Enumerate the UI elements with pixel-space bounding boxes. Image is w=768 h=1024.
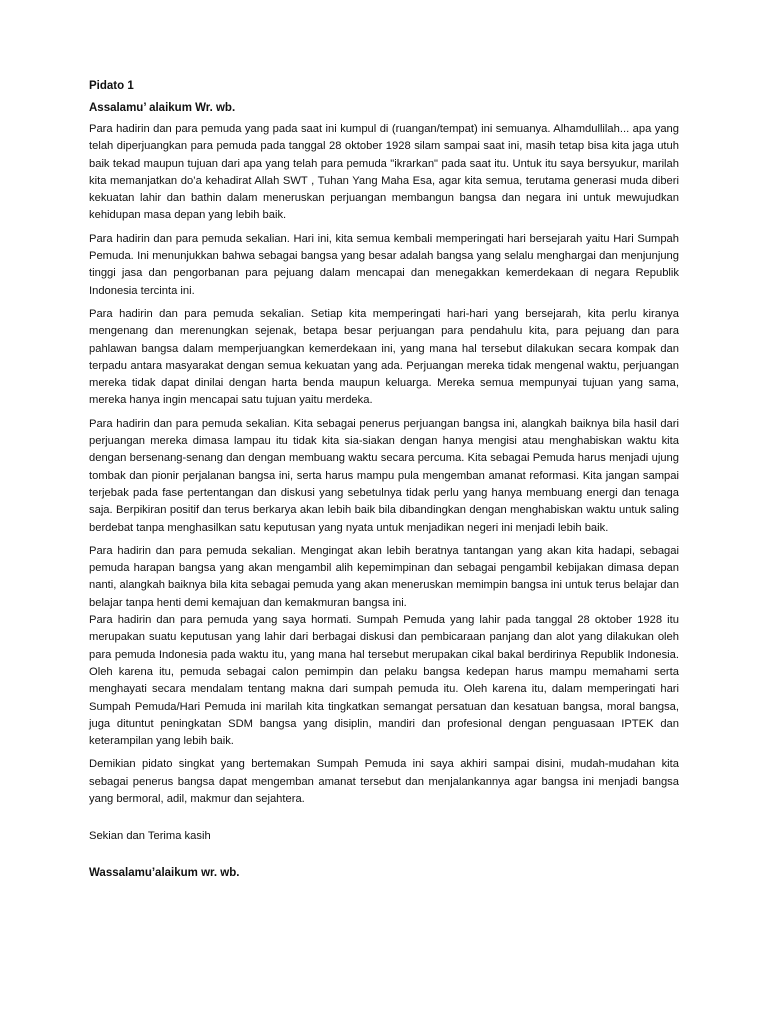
closing-line: Sekian dan Terima kasih (89, 830, 211, 843)
paragraph-7: Demikian pidato singkat yang bertemakan Sumpah Pemuda ini saya akhiri sampai disini, mudah-mudahan kita sebagai penerus bangsa dapat mengemban amanat tersebut dan menjalankannya agar bangsa ini menjadi bangsa yang bermoral, adil, makmur dan sejahtera. (89, 758, 679, 805)
opening-greeting: Assalamu’ alaikum Wr. wb. (89, 102, 236, 114)
paragraph-1: Para hadirin dan para pemuda yang pada saat ini kumpul di (ruangan/tempat) ini semuanya. Alhamdullilah... apa yang telah diperjuangkan para pemuda pada tanggal 28 oktober 1928 silam sampai saat ini, masih tetap bisa kita jaga utuh baik tekad maupun tujuan dari apa yang telah para pemuda "ikrarkan" pada saat itu. Untuk itu saya bersyukur, marilah kita memanjatkan do’a kehadirat Allah SWT , Tuhan Yang Maha Esa, agar kita semua, terutama generasi muda diberi kekuatan lahir dan bathin dalam meneruskan perjuangan membangun bangsa dan negara ini untuk mewujudkan kehidupan masa depan yang lebih baik. (89, 123, 679, 222)
closing-greeting: Wassalamu’alaikum wr. wb. (89, 867, 240, 880)
paragraph-6: Para hadirin dan para pemuda yang saya hormati. Sumpah Pemuda yang lahir pada tanggal 28 oktober 1928 itu merupakan suatu keputusan yang lahir dari berbagai diskusi dan pembicaraan panjang dan alot yang dilakukan oleh para pemuda Indonesia pada waktu itu, yang mana hal tersebut merupakan cikal bakal berdirinya Republik Indonesia. Oleh karena itu, pemuda sebagai calon pemimpin dan pelaku bangsa kedepan harus mampu memahami serta menghayati secara mendalam tentang makna dari sumpah pemuda itu. Oleh karena itu, dalam memperingati hari Sumpah Pemuda/Hari Pemuda ini marilah kita tingkatkan semangat persatuan dan kesatuan bangsa, moral bangsa, juga dituntut peningkatan SDM bangsa yang disiplin, mandiri dan profesional dengan penguasaan IPTEK dan keterampilan yang lebih baik. (89, 614, 679, 748)
paragraph-4: Para hadirin dan para pemuda sekalian. Kita sebagai penerus perjuangan bangsa ini, alangkah baiknya bila hasil dari perjuangan mereka dimasa lampau itu tidak kita sia-siakan dengan hanya mengisi atau menghabiskan waktu kita dengan bersenang-senang dan dengan membuang waktu secara percuma. Kita sebagai Pemuda harus menjadi ujung tombak dan pionir perjalanan bangsa ini, serta harus mampu pula mengemban amanat reformasi. Kita jangan sampai terjebak pada fase pertentangan dan diskusi yang sebetulnya tidak perlu yang hanya membuang energi dan tenaga saja. Berpikiran positif dan terus berkarya akan lebih baik bila dibandingkan dengan menghabiskan waktu untuk saling berdebat tanpa menghasilkan satu keputusan yang nyata untuk menjadikan negeri ini menjadi lebih baik. (89, 417, 679, 534)
paragraph-5: Para hadirin dan para pemuda sekalian. Mengingat akan lebih beratnya tantangan yang akan kita hadapi, sebagai pemuda harapan bangsa yang akan mengambil alih kepemimpinan dan sebagai pengambil kebijakan dimasa depan nanti, alangkah baiknya bila kita sebagai pemuda yang akan meneruskan memimpin bangsa ini untuk terus belajar dan belajar tanpa henti demi kemajuan dan kemakmuran bangsa ini. (89, 544, 679, 609)
document-title: Pidato 1 (89, 80, 134, 92)
document-page (89, 78, 679, 881)
paragraph-3: Para hadirin dan para pemuda sekalian. Setiap kita memperingati hari-hari yang bersejarah, kita perlu kiranya mengenang dan merenungkan sejenak, betapa besar perjuangan para pendahulu kita, para pejuang dan para pahlawan bangsa dalam memperjuangkan kemerdekaan ini, yang mana hal tersebut dilakukan secara kompak dan terpadu antara masyarakat dengan semua kekuatan yang ada. Perjuangan mereka tidak mengenal waktu, perjuangan mereka tidak dapat dinilai dengan harta benda maupun keluarga. Mereka semua mempunyai tujuan yang sama, mereka hanya ingin mencapai satu tujuan yaitu merdeka. (89, 307, 679, 407)
paragraph-2: Para hadirin dan para pemuda sekalian. Hari ini, kita semua kembali memperingati hari bersejarah yaitu Hari Sumpah Pemuda. Ini menunjukkan bahwa sebagai bangsa yang besar adalah bangsa yang selalu menghargai dan menjunjung tinggi jasa dan pengorbanan para pejuang dalam mencapai dan menegakkan kemerdekaan di negara Republik Indonesia tercinta ini. (89, 232, 679, 297)
